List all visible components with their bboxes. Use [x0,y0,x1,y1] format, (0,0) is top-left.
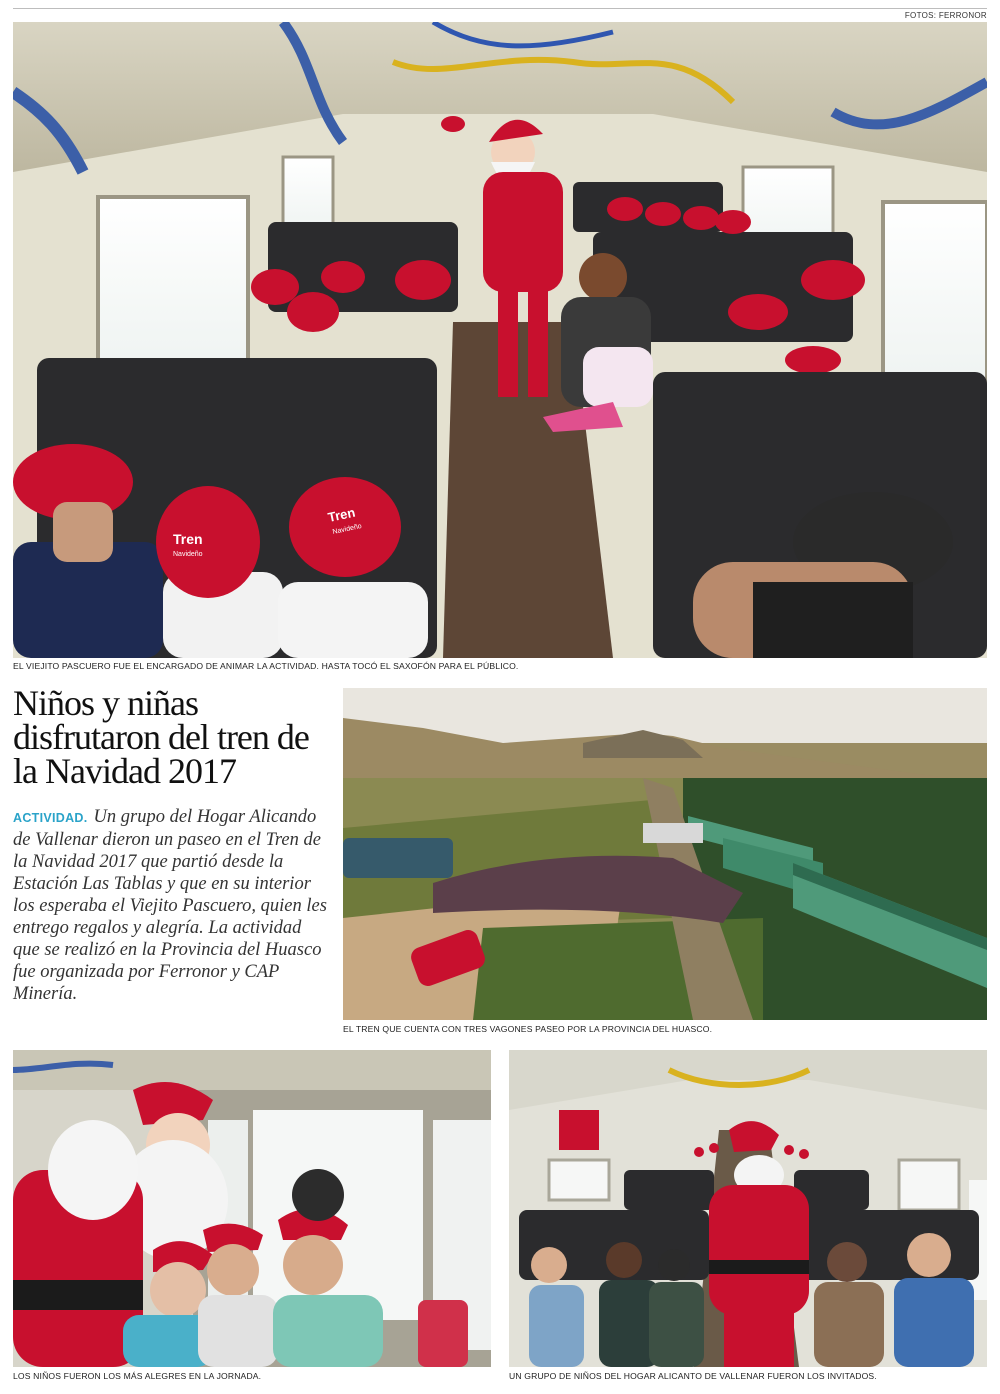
bottom-right-photo-caption: UN GRUPO DE NIÑOS DEL HOGAR ALICANTO DE VALLENAR FUERON LOS INVITADOS. [509,1371,877,1381]
cap-subtext-1: Navideño [173,551,203,558]
article-headline: Niños y niñas disfrutaron del tren de la Navidad 2017 [13,683,309,791]
aerial-photo-caption: EL TREN QUE CUENTA CON TRES VAGONES PASEO POR LA PROVINCIA DEL HUASCO. [343,1024,713,1034]
cap-subtext-2: Navideño [331,522,363,536]
aerial-photo [343,688,987,1020]
bottom-left-photo [13,1050,491,1367]
main-photo-caption: EL VIEJITO PASCUERO FUE EL ENCARGADO DE ANIMAR LA ACTIVIDAD. HASTA TOCÓ EL SAXOFÓN PARA EL PÚBLICO. [13,661,519,671]
top-rule [13,8,987,9]
article-lead-text: Un grupo del Hogar Alicando de Vallenar dieron un paseo en el Tren de la Navidad 2017 que partió desde la Estación Las Tablas y que en su interior los esperaba el Viejito Pascuero, quien les entrego regalos y alegría. La actividad que se realizó en la Provincia del Huasco fue organizada por Ferronor y CAP Minería. [13,807,327,1004]
bottom-right-photo [509,1050,987,1367]
main-photo [13,22,987,658]
bottom-left-photo-caption: LOS NIÑOS FUERON LOS MÁS ALEGRES EN LA JORNADA. [13,1371,262,1381]
photo-credit: FOTOS: FERRONOR [904,11,987,20]
article-kicker: ACTIVIDAD. [13,811,88,825]
cap-text-1: Tren [173,531,203,547]
cap-text-2: Tren [326,504,357,525]
article-lead [13,806,331,1005]
